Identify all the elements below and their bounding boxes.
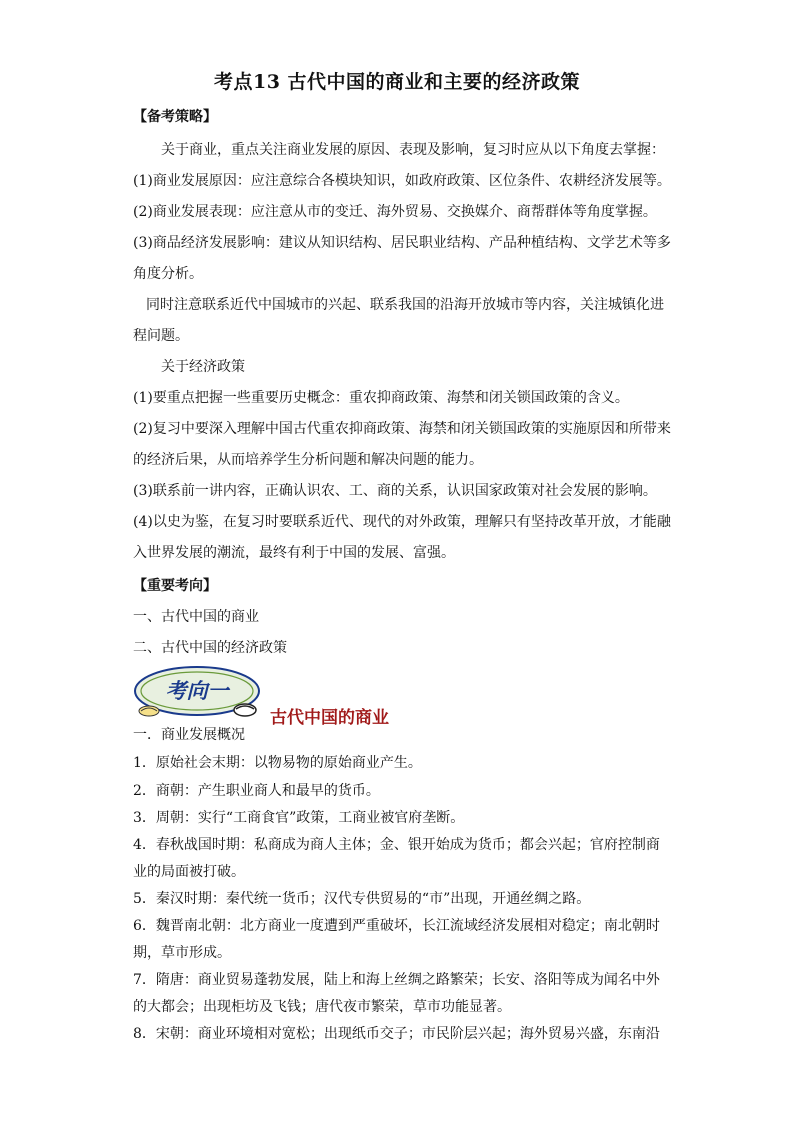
history-line-5: 5．秦汉时期：秦代统一货币；汉代专供贸易的“市”出现，开通丝绸之路。 <box>133 891 591 907</box>
policy-point-4-cont: 入世界发展的潮流，最终有利于中国的发展、富强。 <box>133 545 455 561</box>
history-line-8: 8．宋朝：商业环境相对宽松；出现纸币交子；市民阶层兴起；海外贸易兴盛，东南沿 <box>133 1026 660 1042</box>
policy-point-3: (3)联系前一讲内容，正确认识农、工、商的关系，认识国家政策对社会发展的影响。 <box>133 483 657 499</box>
commerce-intro: 关于商业，重点关注商业发展的原因、表现及影响，复习时应从以下角度去掌握： <box>161 142 665 158</box>
policy-intro: 关于经济政策 <box>161 359 245 375</box>
commerce-note: 同时注意联系近代中国城市的兴起、联系我国的沿海开放城市等内容，关注城镇化进 <box>146 297 664 313</box>
history-line-7-cont: 的大都会；出现柜坊及飞钱；唐代夜市繁荣，草市功能显著。 <box>133 999 511 1015</box>
history-line-6: 6．魏晋南北朝：北方商业一度遭到严重破坏，长江流域经济发展相对稳定；南北朝时 <box>133 918 660 934</box>
badge-graphic <box>133 663 265 723</box>
directions-heading: 【重要考向】 <box>133 578 217 594</box>
commerce-point-1: (1)商业发展原因：应注意综合各模块知识，如政府政策、区位条件、农耕经济发展等。 <box>133 173 671 189</box>
commerce-note-cont: 程问题。 <box>133 328 189 344</box>
direction-item-2: 二、古代中国的经济政策 <box>133 640 287 656</box>
history-line-4: 4．春秋战国时期：私商成为商人主体；金、银开始成为货币；都会兴起；官府控制商 <box>133 837 660 853</box>
history-line-2: 2．商朝：产生职业商人和最早的货币。 <box>133 783 380 799</box>
section-subheading: 一．商业发展概况 <box>133 727 245 743</box>
history-line-4-cont: 业的局面被打破。 <box>133 864 245 880</box>
commerce-point-3-cont: 角度分析。 <box>133 266 203 282</box>
commerce-point-2: (2)商业发展表现：应注意从市的变迁、海外贸易、交换媒介、商帮群体等角度掌握。 <box>133 204 657 220</box>
history-line-7: 7．隋唐：商业贸易蓬勃发展，陆上和海上丝绸之路繁荣；长安、洛阳等成为闻名中外 <box>133 972 660 988</box>
strategy-heading: 【备考策略】 <box>133 109 217 125</box>
history-line-3: 3．周朝：实行“工商食官”政策，工商业被官府垄断。 <box>133 810 465 826</box>
commerce-point-3: (3)商品经济发展影响：建议从知识结构、居民职业结构、产品种植结构、文学艺术等多 <box>133 235 671 251</box>
policy-point-2-cont: 的经济后果，从而培养学生分析问题和解决问题的能力。 <box>133 452 483 468</box>
page-title: 考点13 古代中国的商业和主要的经济政策 <box>213 71 581 93</box>
policy-point-1: (1)要重点把握一些重要历史概念：重农抑商政策、海禁和闭关锁国政策的含义。 <box>133 390 629 406</box>
history-line-6-cont: 期，草市形成。 <box>133 945 231 961</box>
policy-point-4: (4)以史为鉴，在复习时要联系近代、现代的对外政策，理解只有坚持改革开放，才能融 <box>133 514 671 530</box>
history-line-1: 1．原始社会末期：以物易物的原始商业产生。 <box>133 755 422 771</box>
section-title: 古代中国的商业 <box>270 708 389 728</box>
badge-text: 考向一 <box>165 678 229 703</box>
direction-item-1: 一、古代中国的商业 <box>133 609 259 625</box>
section-badge <box>133 663 265 723</box>
policy-point-2: (2)复习中要深入理解中国古代重农抑商政策、海禁和闭关锁国政策的实施原因和所带来 <box>133 421 671 437</box>
